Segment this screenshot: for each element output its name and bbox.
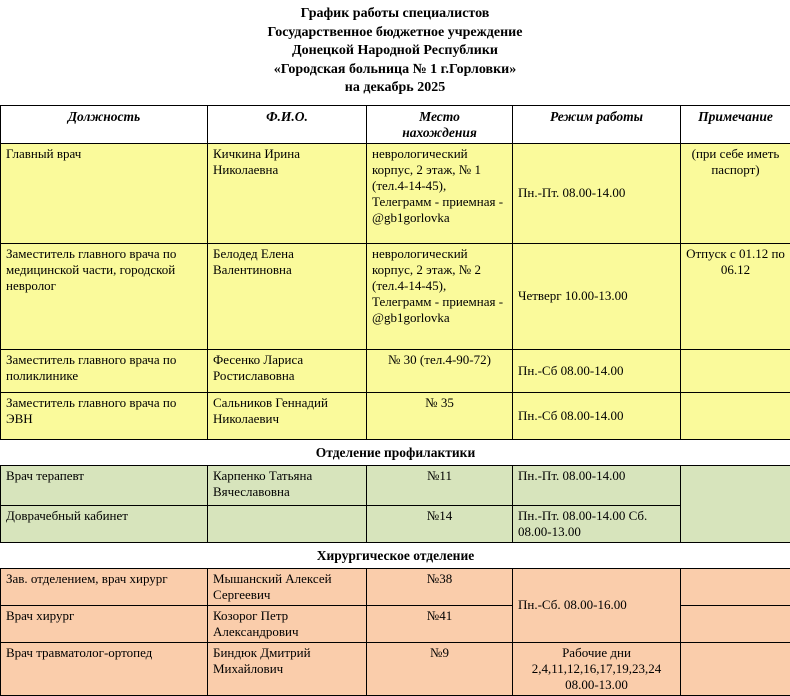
note-cell: [681, 605, 790, 642]
name-cell: Карпенко Татьяна Вячеславовна: [208, 465, 367, 505]
column-header-position: Должность: [1, 105, 208, 143]
position-cell: Заместитель главного врача по ЭВН: [1, 392, 208, 439]
schedule-cell: Рабочие дни 2,4,11,12,16,17,19,23,24 08.00-13.00: [513, 642, 681, 695]
schedule-cell: Четверг 10.00-13.00: [513, 243, 681, 349]
section-title-prevention: Отделение профилактики: [1, 439, 790, 465]
section-band: [1, 542, 790, 568]
section-title-surgery: Хирургическое отделение: [1, 542, 790, 568]
title-line-3: Донецкой Народной Республики: [0, 42, 790, 61]
document-title-block: [0, 0, 790, 98]
note-cell: Отпуск с 01.12 по 06.12: [681, 243, 790, 349]
schedule-cell-merged: Пн.-Сб. 08.00-16.00: [513, 568, 681, 642]
name-cell: Фесенко Лариса Ростиславовна: [208, 349, 367, 392]
note-cell: [681, 392, 790, 439]
note-cell: [681, 349, 790, 392]
table-row: [1, 392, 790, 439]
location-cell: неврологический корпус, 2 этаж, № 1 (тел.4-14-45), Телеграмм - приемная - @gb1gorlovka: [367, 143, 513, 243]
table-row: [1, 505, 790, 542]
name-cell: [208, 505, 367, 542]
name-cell: Сальников Геннадий Николаевич: [208, 392, 367, 439]
position-cell: Врач травматолог-ортопед: [1, 642, 208, 695]
note-cell: (при себе иметь паспорт): [681, 143, 790, 243]
schedule-cell: Пн.-Пт. 08.00-14.00: [513, 465, 681, 505]
note-cell: [681, 642, 790, 695]
column-header-name: Ф.И.О.: [208, 105, 367, 143]
position-cell: Заместитель главного врача по поликлинике: [1, 349, 208, 392]
position-cell: Зав. отделением, врач хирург: [1, 568, 208, 605]
location-cell: №41: [367, 605, 513, 642]
position-cell: Доврачебный кабинет: [1, 505, 208, 542]
name-cell: Мышанский Алексей Сергеевич: [208, 568, 367, 605]
column-header-location: Место нахождения: [367, 105, 513, 143]
table-row: [1, 243, 790, 349]
table-row: [1, 568, 790, 605]
name-cell: Биндюк Дмитрий Михайлович: [208, 642, 367, 695]
column-header-schedule: Режим работы: [513, 105, 681, 143]
location-cell: №9: [367, 642, 513, 695]
table-row: [1, 642, 790, 695]
location-cell: №14: [367, 505, 513, 542]
location-cell: №11: [367, 465, 513, 505]
location-cell: № 35: [367, 392, 513, 439]
position-cell: Врач хирург: [1, 605, 208, 642]
note-cell-merged: [681, 465, 790, 542]
name-cell: Козорог Петр Александрович: [208, 605, 367, 642]
schedule-cell: Пн.-Пт. 08.00-14.00: [513, 143, 681, 243]
schedule-cell: Пн.-Сб 08.00-14.00: [513, 349, 681, 392]
title-line-2: Государственное бюджетное учреждение: [0, 24, 790, 43]
schedule-cell: Пн.-Сб 08.00-14.00: [513, 392, 681, 439]
position-cell: Врач терапевт: [1, 465, 208, 505]
table-row: [1, 465, 790, 505]
position-cell: Главный врач: [1, 143, 208, 243]
title-line-1: График работы специалистов: [0, 5, 790, 24]
table-row: [1, 143, 790, 243]
section-band: [1, 439, 790, 465]
location-cell: № 30 (тел.4-90-72): [367, 349, 513, 392]
column-header-note: Примечание: [681, 105, 790, 143]
location-cell: неврологический корпус, 2 этаж, № 2 (тел.4-14-45), Телеграмм - приемная - @gb1gorlovka: [367, 243, 513, 349]
name-cell: Белодед Елена Валентиновна: [208, 243, 367, 349]
schedule-cell: Пн.-Пт. 08.00-14.00 Сб. 08.00-13.00: [513, 505, 681, 542]
schedule-table: [0, 105, 790, 696]
table-row: [1, 349, 790, 392]
title-line-5: на декабрь 2025: [0, 79, 790, 98]
position-cell: Заместитель главного врача по медицинской части, городской невролог: [1, 243, 208, 349]
table-header-row: [1, 105, 790, 143]
name-cell: Кичкина Ирина Николаевна: [208, 143, 367, 243]
note-cell: [681, 568, 790, 605]
location-cell: №38: [367, 568, 513, 605]
title-line-4: «Городская больница № 1 г.Горловки»: [0, 61, 790, 80]
